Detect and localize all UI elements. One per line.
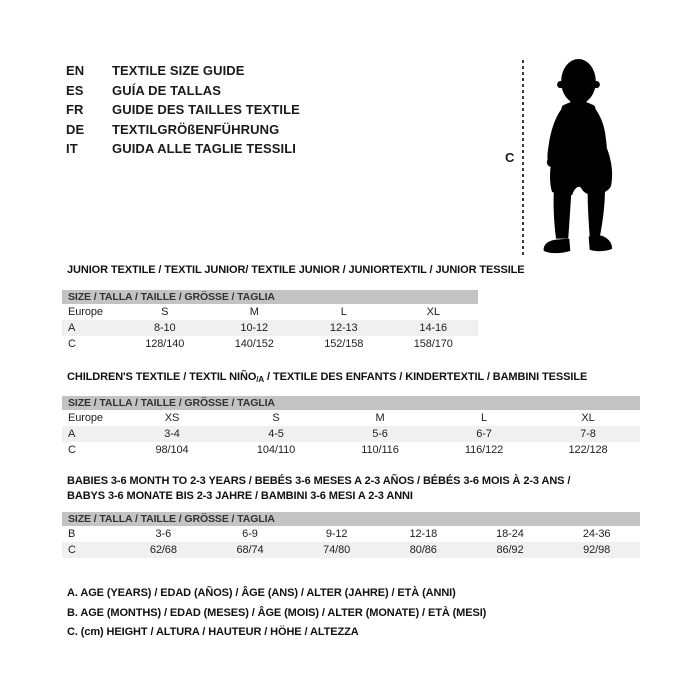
children-size-table bbox=[62, 396, 640, 458]
language-text: GUIDA ALLE TAGLIE TESSILI bbox=[112, 141, 297, 157]
cell: 110/116 bbox=[361, 444, 399, 456]
language-code: FR bbox=[66, 102, 84, 118]
row-label: A bbox=[68, 428, 76, 440]
cell: 4-5 bbox=[268, 428, 284, 440]
title-line-2: BABYS 3-6 MONATE BIS 2-3 JAHRE / BAMBINI 3-6 MESI A 2-3 ANNI bbox=[67, 489, 413, 502]
language-code: IT bbox=[66, 141, 78, 157]
language-text: TEXTILGRÖßENFÜHRUNG bbox=[112, 121, 280, 137]
table-row bbox=[62, 336, 478, 352]
cell: 12-13 bbox=[329, 322, 358, 334]
cell: M bbox=[249, 306, 259, 318]
junior-table-title: JUNIOR TEXTILE / TEXTIL JUNIOR/ TEXTILE JUNIOR / JUNIORTEXTIL / JUNIOR TESSILE bbox=[67, 264, 525, 276]
height-figure bbox=[500, 56, 640, 262]
cell: 5-6 bbox=[372, 428, 388, 440]
cell: S bbox=[161, 306, 169, 318]
footnote-b: B. AGE (MONTHS) / EDAD (MESES) / ÂGE (MOIS) / ALTER (MONATE) / ETÀ (MESI) bbox=[67, 606, 487, 619]
title-subscript: /A bbox=[256, 375, 265, 384]
cell: 3-4 bbox=[164, 428, 180, 440]
cell: 68/74 bbox=[236, 544, 264, 556]
height-measure-label: C bbox=[505, 150, 515, 165]
language-list bbox=[66, 61, 300, 159]
language-code: ES bbox=[66, 82, 84, 98]
row-label: Europe bbox=[68, 412, 103, 424]
language-text: GUIDE DES TAILLES TEXTILE bbox=[112, 102, 300, 118]
title-text: / TEXTILE DES ENFANTS / KINDERTEXTIL / BAMBINI TESSILE bbox=[264, 371, 588, 383]
cell: 80/86 bbox=[409, 544, 437, 556]
cell: 12-18 bbox=[409, 528, 438, 540]
row-label: B bbox=[68, 528, 76, 540]
cell: 104/110 bbox=[256, 444, 296, 456]
cell: 116/122 bbox=[464, 444, 504, 456]
cell: 86/92 bbox=[496, 544, 524, 556]
language-code: DE bbox=[66, 121, 85, 137]
table-row bbox=[62, 442, 640, 458]
language-code: EN bbox=[66, 63, 85, 79]
language-text: TEXTILE SIZE GUIDE bbox=[112, 63, 245, 79]
cell: 3-6 bbox=[155, 528, 172, 540]
cell: 92/98 bbox=[583, 544, 611, 556]
table-row bbox=[62, 320, 478, 336]
title-text: CHILDREN'S TEXTILE / TEXTIL NIÑO bbox=[67, 371, 257, 383]
cell: XL bbox=[581, 412, 595, 424]
cell: 7-8 bbox=[580, 428, 596, 440]
row-label: C bbox=[68, 444, 76, 456]
cell: 152/158 bbox=[324, 338, 364, 350]
cell: 24-36 bbox=[582, 528, 611, 540]
table-row bbox=[62, 526, 640, 542]
table-row bbox=[62, 542, 640, 558]
size-header-bar: SIZE / TALLA / TAILLE / GRÖSSE / TAGLIA bbox=[62, 396, 640, 410]
row-label: C bbox=[68, 338, 76, 350]
cell: 62/68 bbox=[149, 544, 177, 556]
language-row-en bbox=[66, 61, 300, 81]
cell: 158/170 bbox=[413, 338, 453, 350]
footnotes bbox=[67, 584, 486, 643]
cell: 6-7 bbox=[476, 428, 492, 440]
cell: S bbox=[272, 412, 280, 424]
table-row bbox=[62, 304, 478, 320]
cell: L bbox=[480, 412, 488, 424]
cell: 128/140 bbox=[145, 338, 185, 350]
language-row-es bbox=[66, 81, 300, 101]
title-line-1: BABIES 3-6 MONTH TO 2-3 YEARS / BEBÉS 3-6 MESES A 2-3 AÑOS / BÉBÉS 3-6 MOIS À 2-3 ANS / bbox=[67, 475, 571, 487]
row-label: Europe bbox=[68, 306, 103, 318]
row-label: A bbox=[68, 322, 76, 334]
table-row bbox=[62, 410, 640, 426]
cell: 98/104 bbox=[155, 444, 189, 456]
junior-size-table bbox=[62, 290, 478, 352]
footnote-c: C. (cm) HEIGHT / ALTURA / HAUTEUR / HÖHE / ALTEZZA bbox=[67, 626, 359, 638]
language-row-fr bbox=[66, 100, 300, 120]
cell: 122/128 bbox=[568, 444, 608, 456]
babies-size-table bbox=[62, 512, 640, 558]
language-row-it bbox=[66, 139, 300, 159]
cell: 140/152 bbox=[234, 338, 274, 350]
cell: 9-12 bbox=[325, 528, 348, 540]
cell: M bbox=[375, 412, 385, 424]
cell: 74/80 bbox=[323, 544, 351, 556]
language-text: GUÍA DE TALLAS bbox=[112, 82, 222, 98]
language-row-de bbox=[66, 120, 300, 140]
cell: 18-24 bbox=[496, 528, 524, 540]
row-label: C bbox=[68, 544, 76, 556]
size-header-bar: SIZE / TALLA / TAILLE / GRÖSSE / TAGLIA bbox=[62, 512, 640, 526]
baby-silhouette-icon bbox=[533, 56, 628, 260]
height-dashed-line bbox=[522, 60, 524, 258]
cell: L bbox=[340, 306, 347, 318]
children-table-title bbox=[67, 371, 587, 383]
babies-table-title bbox=[67, 474, 570, 503]
cell: 6-9 bbox=[242, 528, 258, 540]
size-header-bar: SIZE / TALLA / TAILLE / GRÖSSE / TAGLIA bbox=[62, 290, 478, 304]
footnote-a: A. AGE (YEARS) / EDAD (AÑOS) / ÂGE (ANS) / ALTER (JAHRE) / ETÀ (ANNI) bbox=[67, 587, 456, 599]
table-row bbox=[62, 426, 640, 442]
cell: XS bbox=[164, 412, 180, 424]
cell: 8-10 bbox=[153, 322, 176, 334]
cell: 10-12 bbox=[240, 322, 269, 334]
cell: XL bbox=[426, 306, 440, 318]
cell: 14-16 bbox=[419, 322, 448, 334]
